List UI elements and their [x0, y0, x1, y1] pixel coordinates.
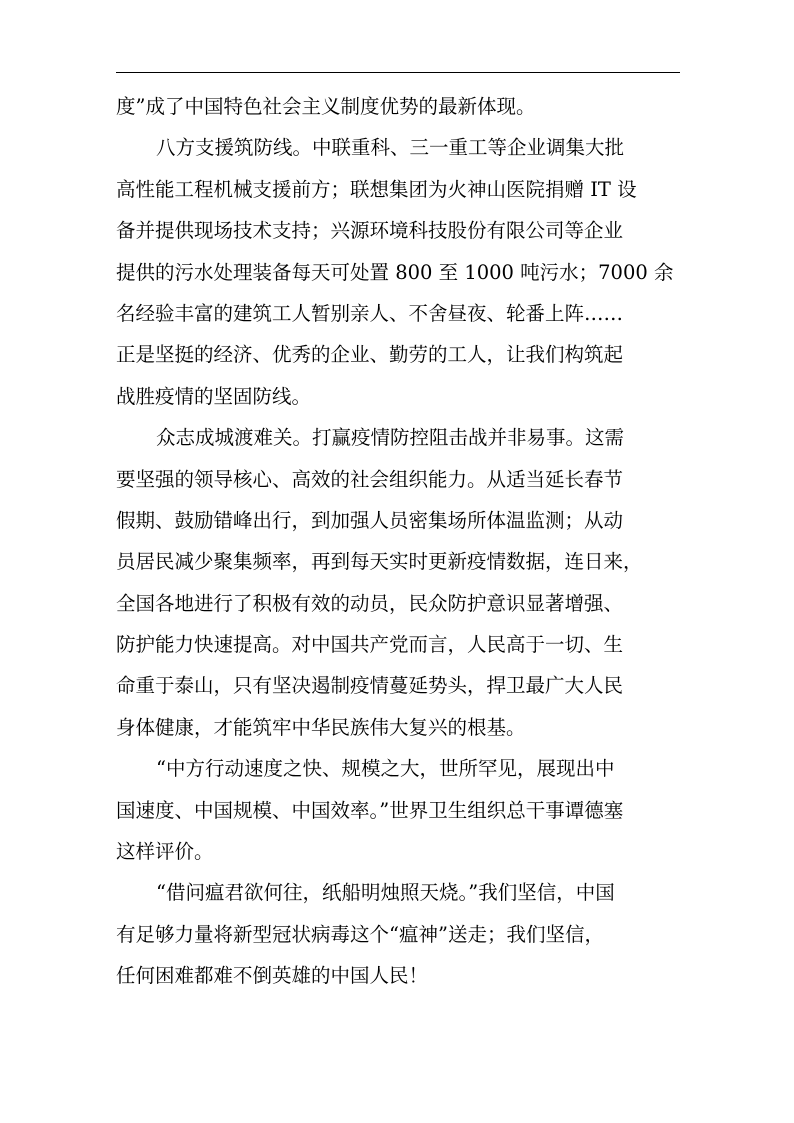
- text-line: 有足够力量将新型冠状病毒这个“瘟神”送走；我们坚信，: [116, 922, 604, 946]
- paragraph: [116, 127, 684, 417]
- text-line: 要坚强的领导核心、高效的社会组织能力。从适当延长春节: [116, 467, 624, 491]
- text-line: 八方支援筑防线。中联重科、三一重工等企业调集大批: [156, 136, 625, 160]
- paragraph: [116, 872, 684, 996]
- document-body: [116, 86, 684, 997]
- paragraph: [116, 748, 684, 872]
- text-line: 备并提供现场技术支持；兴源环境科技股份有限公司等企业: [116, 219, 624, 243]
- text-line: 全国各地进行了积极有效的动员，民众防护意识显著增强、: [116, 591, 624, 615]
- text-line: 身体健康，才能筑牢中华民族伟大复兴的根基。: [116, 715, 526, 739]
- text-line: 任何困难都难不倒英雄的中国人民！: [116, 964, 429, 988]
- text-line: 度”成了中国特色社会主义制度优势的最新体现。: [116, 95, 536, 118]
- text-line: 高性能工程机械支援前方；联想集团为火神山医院捐赠 IT 设: [116, 177, 637, 201]
- paragraph: [116, 86, 684, 127]
- header-rule: [116, 72, 680, 73]
- text-line: 员居民减少聚集频率，再到每天实时更新疫情数据，连日来，: [116, 550, 643, 574]
- text-line: 正是坚挺的经济、优秀的企业、勤劳的工人，让我们构筑起: [116, 343, 624, 367]
- text-line: 防护能力快速提高。对中国共产党而言，人民高于一切、生: [116, 633, 624, 657]
- text-line: 名经验丰富的建筑工人暂别亲人、不舍昼夜、轮番上阵……: [116, 301, 624, 325]
- text-line: 命重于泰山，只有坚决遏制疫情蔓延势头，捍卫最广大人民: [116, 674, 624, 698]
- text-line: “借问瘟君欲何往，纸船明烛照天烧。”我们坚信，中国: [156, 881, 615, 905]
- paragraph: [116, 417, 684, 748]
- text-line: 国速度、中国规模、中国效率。”世界卫生组织总干事谭德塞: [116, 798, 624, 822]
- text-line: 众志成城渡难关。打赢疫情防控阻击战并非易事。这需: [156, 426, 625, 450]
- text-line: “中方行动速度之快、规模之大，世所罕见，展现出中: [156, 757, 615, 781]
- text-line: 这样评价。: [116, 840, 214, 864]
- text-line: 提供的污水处理装备每天可处置 800 至 1000 吨污水；7000 余: [116, 260, 674, 284]
- text-line: 战胜疫情的坚固防线。: [116, 384, 312, 408]
- text-line: 假期、鼓励错峰出行，到加强人员密集场所体温监测；从动: [116, 508, 624, 532]
